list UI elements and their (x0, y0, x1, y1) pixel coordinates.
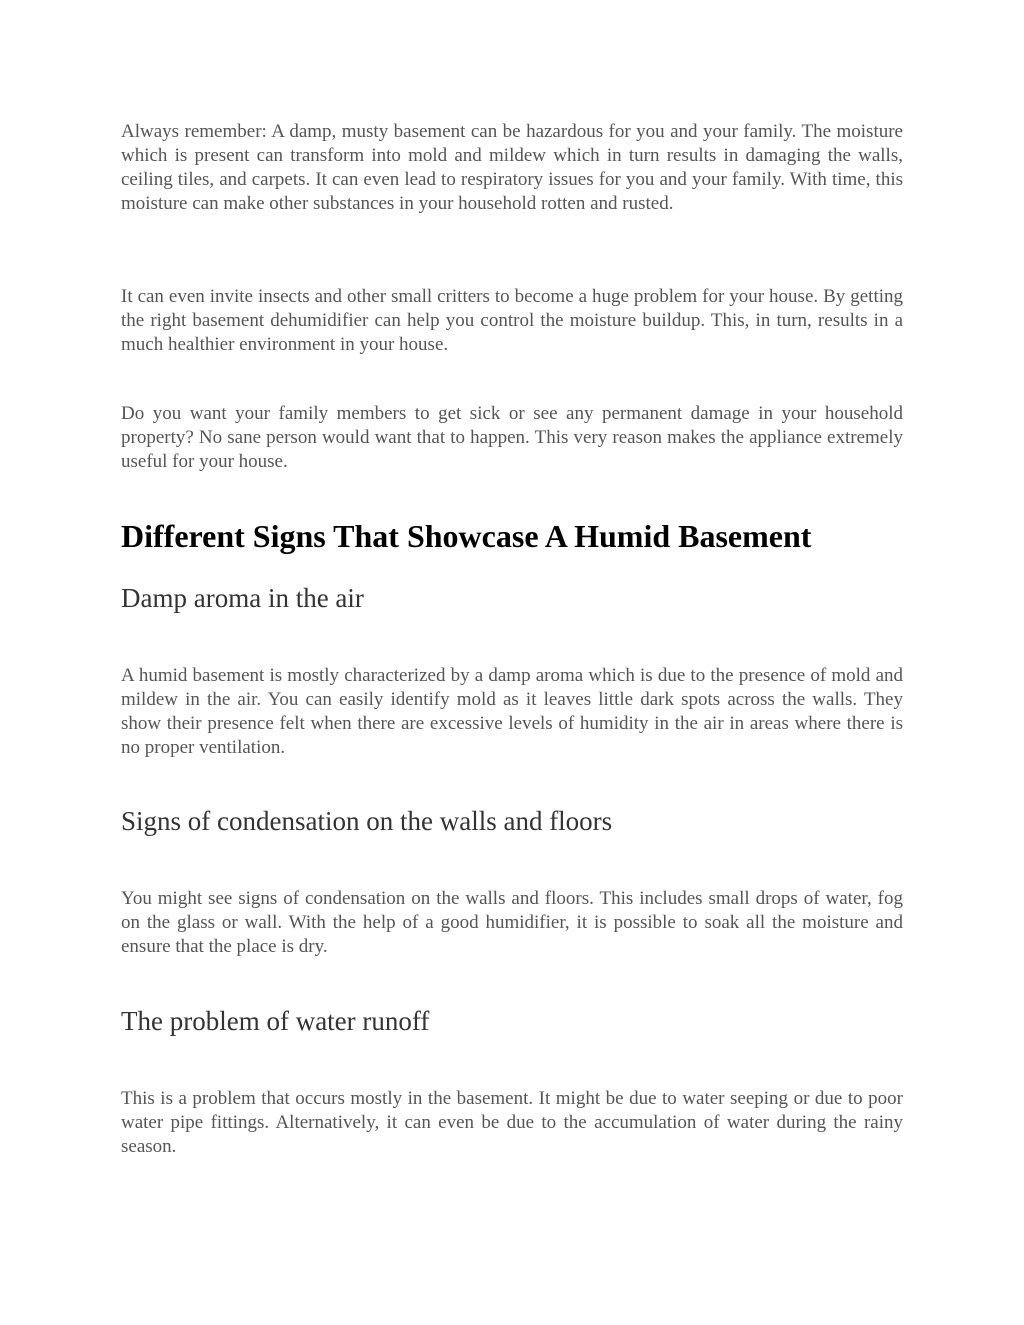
sign-heading-condensation: Signs of condensation on the walls and floors (121, 806, 613, 836)
intro-paragraph-1: Always remember: A damp, musty basement can be hazardous for you and your family. The moisture which is present can transform into mold and mildew which in turn results in damaging the walls, ceiling tiles, and carpets. It can even lead to respiratory issues for you and your family. With time, this moisture can make other substances in your household rotten and rusted. (121, 121, 903, 214)
intro-paragraph-3: Do you want your family members to get sick or see any permanent damage in your household property? No sane person would want that to happen. This very reason makes the appliance extremely useful for your house. (121, 403, 903, 472)
section-heading: Different Signs That Showcase A Humid Basement (121, 518, 812, 554)
intro-paragraph-2: It can even invite insects and other small critters to become a huge problem for your house. By getting the right basement dehumidifier can help you control the moisture buildup. This, in turn, results in a much healthier environment in your house. (121, 286, 903, 355)
sign-heading-water-runoff: The problem of water runoff (121, 1006, 430, 1036)
sign-text-damp-aroma: A humid basement is mostly characterized by a damp aroma which is due to the presence of mold and mildew in the air. You can easily identify mold as it leaves little dark spots across the walls. They show their presence felt when there are excessive levels of humidity in the air in areas where there is no proper ventilation. (121, 665, 903, 758)
sign-heading-damp-aroma: Damp aroma in the air (121, 583, 364, 613)
sign-text-condensation: You might see signs of condensation on the walls and floors. This includes small drops of water, fog on the glass or wall. With the help of a good humidifier, it is possible to soak all the moisture and ensure that the place is dry. (121, 888, 903, 957)
sign-text-water-runoff: This is a problem that occurs mostly in the basement. It might be due to water seeping or due to poor water pipe fittings. Alternatively, it can even be due to the accumulation of water during the rainy season. (121, 1088, 903, 1157)
